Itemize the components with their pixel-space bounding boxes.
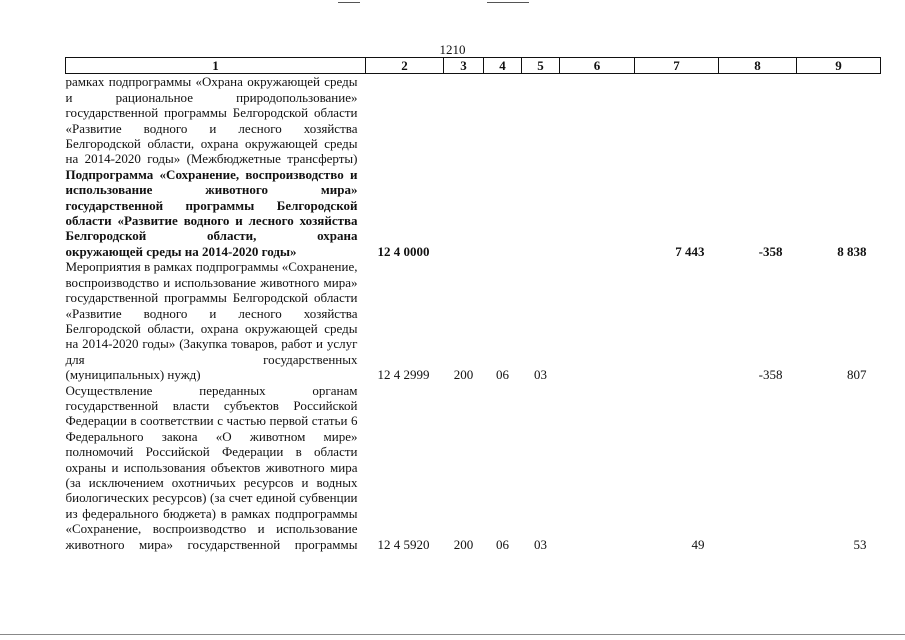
cell-col3: 200 bbox=[453, 367, 474, 383]
col-header-1: 1 bbox=[66, 58, 366, 74]
cell-col3 bbox=[444, 167, 484, 259]
cell-col8 bbox=[719, 383, 797, 552]
row-description-last-line: окружающей среды на 2014-2020 годы» bbox=[65, 243, 297, 259]
col-header-2: 2 bbox=[366, 58, 444, 74]
cell-col7: 49 bbox=[691, 536, 705, 552]
table-row bbox=[66, 259, 881, 382]
cell-col9: 807 bbox=[847, 367, 867, 383]
cell-code: 12 4 0000 bbox=[377, 243, 430, 259]
cell-col6 bbox=[560, 167, 635, 259]
scan-artifact-top-left bbox=[338, 2, 360, 3]
cell-col5: 03 bbox=[534, 536, 547, 552]
cell-col3: 200 bbox=[453, 536, 474, 552]
cell-col6 bbox=[560, 74, 635, 167]
cell-code bbox=[366, 74, 444, 167]
table-row bbox=[66, 383, 881, 552]
scan-artifact-top-right bbox=[487, 2, 529, 3]
table-row bbox=[66, 167, 881, 259]
scan-artifact-bottom bbox=[0, 634, 905, 635]
cell-col8: -358 bbox=[758, 367, 783, 383]
cell-col5: 03 bbox=[534, 367, 547, 383]
cell-col5 bbox=[522, 167, 560, 259]
cell-col4: 06 bbox=[496, 536, 509, 552]
cell-col9: 8 838 bbox=[837, 243, 867, 259]
cell-col4: 06 bbox=[496, 367, 509, 383]
cell-col5 bbox=[522, 74, 560, 167]
cell-col8: -358 bbox=[758, 243, 783, 259]
row-description bbox=[66, 383, 366, 552]
cell-col9: 53 bbox=[853, 536, 867, 552]
budget-table bbox=[65, 57, 881, 552]
row-description bbox=[66, 167, 366, 259]
table-row bbox=[66, 74, 881, 167]
col-header-4: 4 bbox=[484, 58, 522, 74]
cell-col4 bbox=[484, 167, 522, 259]
row-description-text: Мероприятия в рамках подпрограммы «Сохранение, воспроизводство и использование животного мира» государственной программы Белгородской области «Развитие водного и лесного хозяйства Белгородской области, охрана окружающей среды на 2014-2020 годы» (Закупка товаров, работ и услуг для государственных bbox=[65, 259, 358, 367]
row-description-text: Осуществление переданных органам государственной власти субъектов Российской Федерации в соответствии с частью первой статьи 6 Федерального закона «О животном мире» полномочий Российской Федерации в области охраны и использования объектов животного мира (за исключением охотничьих ресурсов и водных биологических ресурсов) (за счет единой субвенции из федерального бюджета) в рамках подпрограммы «Сохранение, воспроизводство и использование животного мира» государственной программы bbox=[65, 382, 358, 552]
page-number: 1210 bbox=[439, 42, 466, 57]
cell-col7 bbox=[635, 74, 719, 167]
cell-col7 bbox=[635, 259, 719, 382]
col-header-8: 8 bbox=[719, 58, 797, 74]
row-description bbox=[66, 259, 366, 382]
col-header-6: 6 bbox=[560, 58, 635, 74]
cell-col7: 7 443 bbox=[675, 243, 705, 259]
row-description bbox=[66, 74, 366, 167]
col-header-7: 7 bbox=[635, 58, 719, 74]
row-description-text: Подпрограмма «Сохранение, воспроизводство и использование животного мира» государственной программы Белгородской области «Развитие водного и лесного хозяйства Белгородской области, охрана bbox=[65, 166, 358, 244]
row-description-last-line: (муниципальных) нужд) bbox=[65, 367, 201, 383]
cell-col6 bbox=[560, 383, 635, 552]
col-header-9: 9 bbox=[797, 58, 881, 74]
col-header-5: 5 bbox=[522, 58, 560, 74]
cell-col4 bbox=[484, 74, 522, 167]
cell-col8 bbox=[719, 74, 797, 167]
cell-code: 12 4 5920 bbox=[377, 536, 430, 552]
row-description-text: рамках подпрограммы «Охрана окружающей среды и рациональное природопользование» государственной программы Белгородской области «Развитие водного и лесного хозяйства Белгородской области, охрана окружающей среды на 2014-2020 годы» (Межбюджетные трансферты) bbox=[65, 74, 358, 167]
cell-col9 bbox=[797, 74, 881, 167]
cell-code: 12 4 2999 bbox=[377, 367, 430, 383]
cell-col6 bbox=[560, 259, 635, 382]
cell-col3 bbox=[444, 74, 484, 167]
col-header-3: 3 bbox=[444, 58, 484, 74]
header-row bbox=[66, 58, 881, 74]
